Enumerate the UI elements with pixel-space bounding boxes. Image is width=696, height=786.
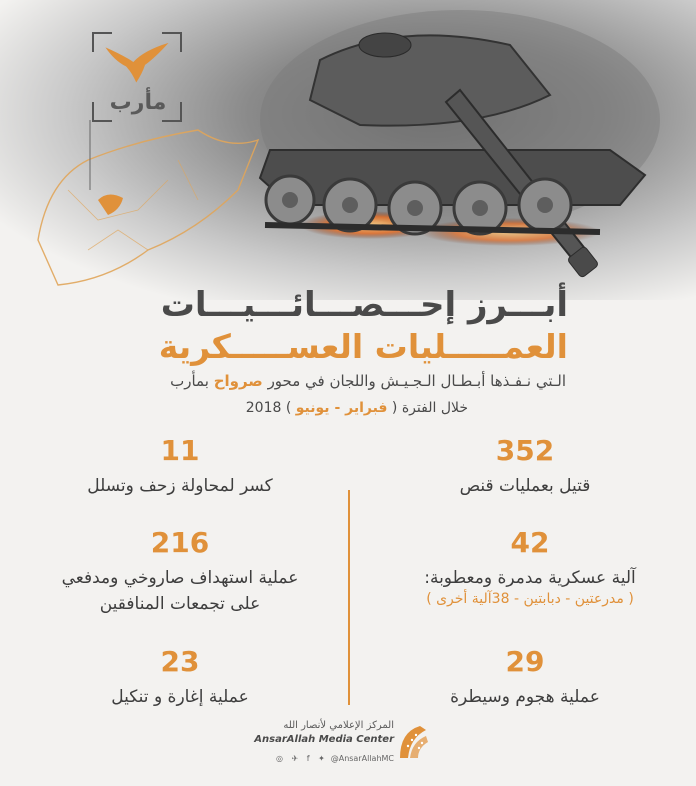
social-handle: @AnsarAllahMC [330, 754, 394, 763]
page-title: أبـــرز إحـــصـــائـــيـــات [160, 285, 568, 325]
period-text: خلال الفترة ( [387, 400, 468, 416]
stat-detail: ( مدرعتين - دبابتين - 38آلية أخرى ) [426, 591, 634, 607]
stats-divider [348, 490, 350, 705]
stat-kasr [50, 434, 310, 499]
tank-image [250, 0, 660, 290]
stat-label: عملية إغارة و تنكيل [111, 687, 249, 707]
subtitle-text-end: بمأرب [170, 372, 214, 390]
period-highlight: فبراير - يونيو [295, 400, 388, 416]
stat-missile [20, 526, 340, 617]
stat-label-line1: عملية استهداف صاروخي ومدفعي [61, 568, 299, 588]
media-center-logo-icon [396, 722, 430, 762]
yemen-map-icon [28, 120, 268, 290]
eagle-icon [104, 38, 170, 86]
period [246, 400, 468, 416]
media-center-name-en: AnsarAllah Media Center [254, 734, 394, 745]
stat-label: كسر لمحاولة زحف وتسلل [87, 476, 273, 496]
stat-label: قتيل بعمليات قنص [459, 476, 591, 496]
page-title-highlight: العمـــــليات العســـــكرية [158, 327, 568, 366]
stat-label [20, 565, 340, 617]
subtitle-highlight: صرواح [213, 372, 263, 390]
region-name: مأرب [109, 90, 167, 115]
hero-banner [0, 0, 696, 300]
subtitle [170, 372, 566, 390]
stat-number: 11 [160, 434, 200, 467]
stat-kill [400, 434, 650, 499]
stat-raid [50, 645, 310, 710]
subtitle-text: الـتي نـفـذها أبـطـال الـجـيـش واللجان في محور [262, 372, 566, 390]
stat-number: 42 [510, 526, 550, 559]
stat-number: 216 [150, 526, 210, 559]
stat-vehicle [380, 526, 680, 607]
stat-label: آلية عسكرية مدمرة ومعطوبة: [424, 568, 636, 588]
stat-number: 23 [160, 645, 200, 678]
stat-number: 352 [495, 434, 555, 467]
social-icons: ◎ ✈ f ✦ [276, 754, 328, 763]
stat-label: عملية هجوم وسيطرة [450, 687, 600, 707]
period-text-end: ) 2018 [245, 400, 296, 416]
footer-logo-block [254, 718, 430, 780]
stat-attack [400, 645, 650, 710]
stat-label-line2: على تجمعات المنافقين [99, 594, 261, 614]
stat-number: 29 [505, 645, 545, 678]
media-center-name-ar: المركز الإعلامي لأنصار الله [283, 720, 394, 731]
title-block [159, 285, 568, 366]
